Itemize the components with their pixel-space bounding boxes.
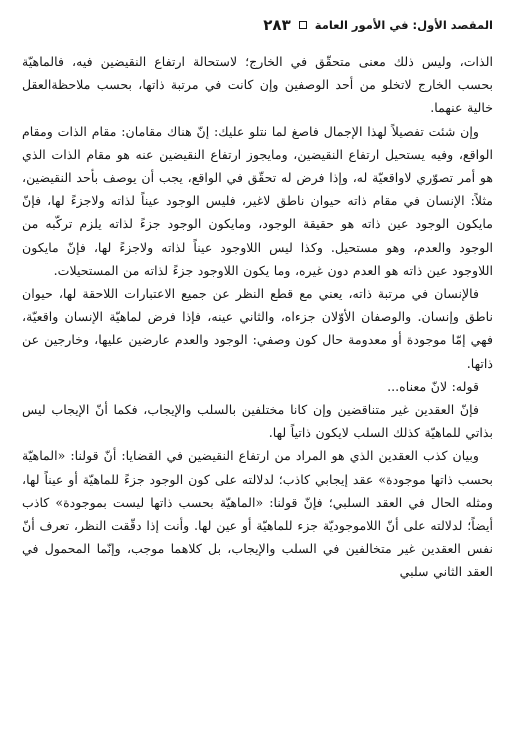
paragraph: فالإنسان في مرتبة ذاته، يعني مع قطع النظر عن جميع الاعتبارات اللاحقة لها، حيوان ناطق وإنسان. والوصفان الأوّلان جزءاه، والثاني عينه، فإذا فرض لماهيّة الإنسان واقعيّة، فهي إمّا موجودة أو معدومة حال كون وصفي: الوجود والعدم عارضين عليها، وخارجين عن ذاتها. [22,286,493,371]
paragraph: وإن شئت تفصيلاً لهذا الإجمال فاصغ لما نتلو عليك: إنّ هناك مقامان: مقام الذات ومقام الواقع، وفيه يستحيل ارتفاع النقيضين، ومايجوز ارتفاع النقيضين عنه هو مقام الذات الذي هو أمر تصوّري لاواقعيّة له، وإذا فرض له تحقّق في الواقع، يجب أن يوصف بأحد النقيضين، مثلاً: الإنسان في مقام ذاته حيوان ناطق لاغير، فليس الوجود عيناً لذاته ولاجزءً لها، فإنّ مايكون الوجود عين ذاته هو حقيقة الوجود، ومايكون الوجود جزءً لذاته يلزم تركّبه من الوجود والعدم، وهو مستحيل. وكذا ليس اللاوجود عيناً لذاته ولاجزءً لها، فإنّ مايكون اللاوجود عين ذاته هو العدم دون غيره، وما يكون اللاوجود جزءً لذاته من المستحيلات. [22,123,493,278]
running-header [22,14,493,36]
paragraph: فإنّ العقدين غير متناقضين وإن كانا مختلفين بالسلب والإيجاب، فكما أنّ الإيجاب ليس بذاتي للماهيّة كذلك السلب لايكون ذاتياً لها. [22,402,493,441]
paragraph: وبيان كذب العقدين الذي هو المراد من ارتفاع النقيضين في القضايا: أنّ قولنا: «الماهيّة بحسب ذاتها موجودة» عقد إيجابي كاذب؛ لدلالته على كون الوجود جزءً للماهيّة أو عيناً لها، ومثله الحال في العقد السلبي؛ فإنّ قولنا: «الماهيّة بحسب ذاتها ليست بموجودة» كاذب أيضاً؛ لدلالته على أنّ اللاموجوديّة جزء للماهيّة أو عين لها. وأنت إذا دقّقت النظر، تعرف أنّ نفس العقدين غير متخالفين في السلب والإيجاب، بل كلاهما موجب، وإنّما المحمول في العقد الثاني سلبي [22,448,493,580]
page-body [22,50,493,584]
page-number: ٢٨٣ [263,16,291,34]
paragraph: الذات، وليس ذلك معنى متحقّق في الخارج؛ لاستحالة ارتفاع النقيضين فيه، فالماهيّة بحسب الخارج لاتخلو من أحد الوصفين وإن كانت في مرتبة ذاتها، بحسب ملاحظةالعقل خالية عنهما. [22,54,493,116]
section-title: المقصد الأول: في الأمور العامة [314,18,493,32]
square-separator-icon [299,21,307,29]
quoted-phrase: قوله: لانّ معناه... [387,378,479,394]
